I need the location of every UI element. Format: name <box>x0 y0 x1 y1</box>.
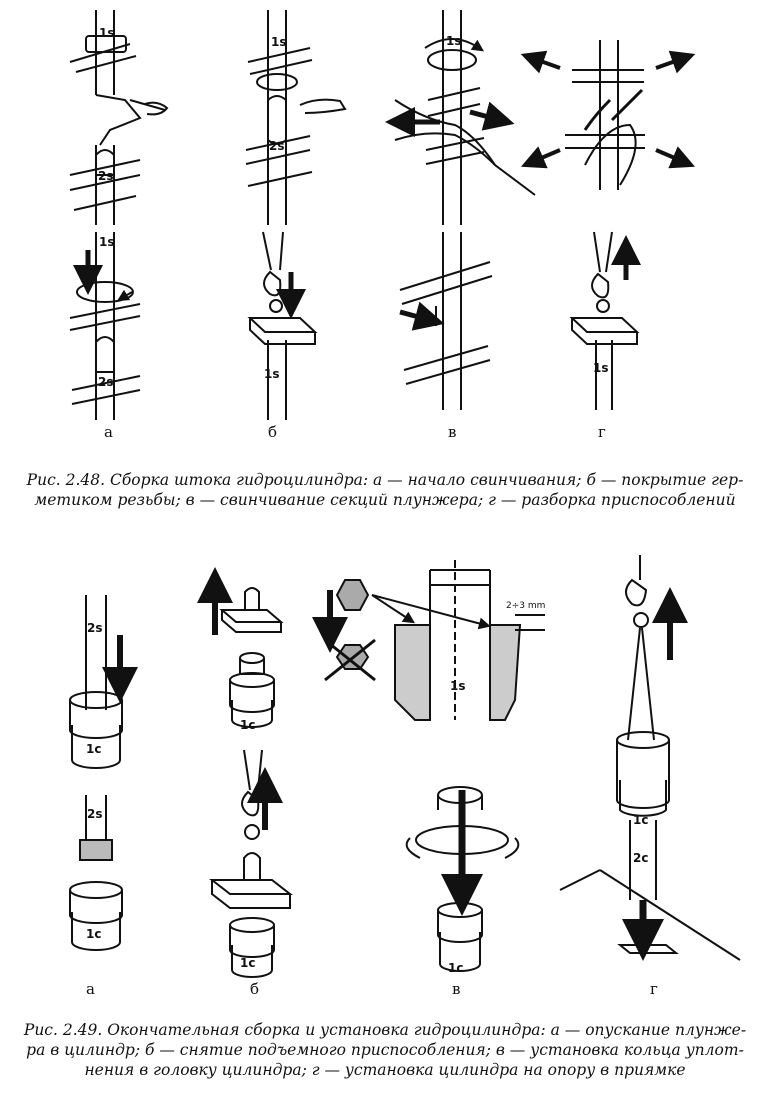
panel-label-v: в <box>452 980 461 998</box>
figure-2-49-caption <box>0 1020 770 1080</box>
figure-2-48 <box>0 0 770 530</box>
tag-1c: 1c <box>240 718 256 732</box>
panel-label-g: г <box>650 980 658 998</box>
figure-2-48-caption <box>0 470 770 510</box>
tag-1c: 1c <box>86 742 102 756</box>
tag-1s: 1s <box>264 367 280 381</box>
panel-label-b: б <box>268 423 278 441</box>
figure-2-48-drawing <box>0 0 770 445</box>
tag-1c: 1c <box>633 813 649 827</box>
dimension-label: 2÷3 mm <box>506 601 546 611</box>
panel-label-a: а <box>104 423 113 441</box>
tag-1s: 1s <box>271 35 287 49</box>
tag-1s: 1s <box>99 26 115 40</box>
panel-248b-top <box>246 10 345 225</box>
panel-248b-bottom <box>250 232 315 420</box>
tag-1c: 1c <box>86 927 102 941</box>
panel-249b <box>212 585 290 977</box>
tag-1c: 1c <box>240 956 256 970</box>
tag-2c: 2c <box>633 851 649 865</box>
panel-label-a: а <box>86 980 95 998</box>
panel-label-v: в <box>448 423 457 441</box>
tag-1s: 1s <box>450 679 466 693</box>
panel-248v-top <box>395 10 535 225</box>
tag-2s: 2s <box>98 375 114 389</box>
tag-2s: 2s <box>87 807 103 821</box>
panel-248a-top <box>70 10 167 225</box>
tag-1s: 1s <box>99 235 115 249</box>
tag-2s: 2s <box>87 621 103 635</box>
caption-line-3: нения в головку цилиндра; г — установка цилиндра на опору в приямке <box>84 1061 686 1079</box>
caption-line-2: ра в цилиндр; б — снятие подъемного приспособления; в — установка кольца уплот- <box>26 1041 744 1059</box>
tag-1s: 1s <box>446 34 462 48</box>
tag-2s: 2s <box>269 139 285 153</box>
panel-248g-bottom <box>572 232 637 410</box>
tag-1c: 1c <box>448 961 464 975</box>
panel-248a-bottom <box>70 232 140 420</box>
tag-2s: 2s <box>98 169 114 183</box>
panel-label-b: б <box>250 980 260 998</box>
panel-249g <box>560 555 740 960</box>
figure-2-49 <box>0 540 770 1111</box>
caption-line-1: Рис. 2.48. Сборка штока гидроцилиндра: а — начало свинчивания; б — покрытие гер- <box>26 471 744 489</box>
tag-1s: 1s <box>593 361 609 375</box>
panel-249a <box>70 595 122 950</box>
panel-249v <box>325 560 545 975</box>
caption-line-2: метиком резьбы; в — свинчивание секций плунжера; г — разборка приспособлений <box>34 491 736 509</box>
panel-label-g: г <box>598 423 606 441</box>
figure-2-49-drawing <box>0 540 770 1010</box>
panel-248v-bottom <box>400 232 492 410</box>
caption-line-1: Рис. 2.49. Окончательная сборка и установка гидроцилиндра: а — опускание плунже- <box>23 1021 747 1039</box>
panel-248g-top <box>532 40 684 190</box>
